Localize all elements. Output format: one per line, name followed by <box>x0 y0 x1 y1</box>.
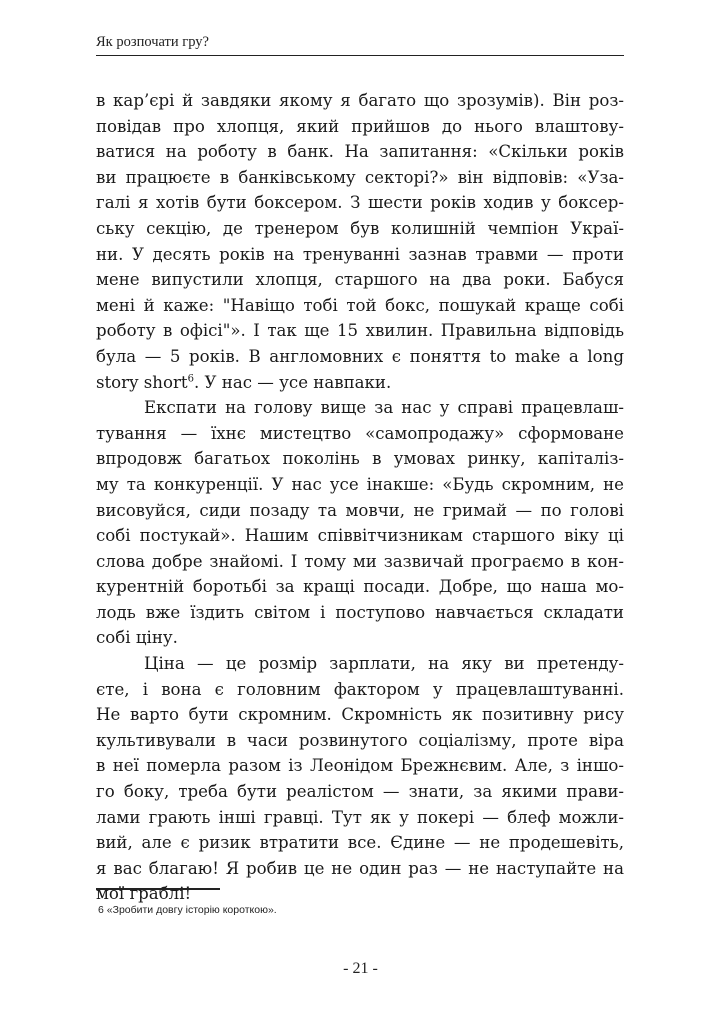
text-line: го боку, треба бути реалістом — знати, за якими прави- <box>96 782 624 802</box>
text-fragment: . У нас — усе навпаки. <box>193 372 392 392</box>
text-line: впродовж багатьох поколінь в умовах ринку, капіталіз- <box>96 449 624 469</box>
text-line: слова добре знайомі. І тому ми зазвичай програємо в кон- <box>96 551 624 571</box>
footnote-marker: 6 <box>187 373 194 384</box>
text-line: Ціна — це розмір зарплати, на яку ви претенду- <box>144 654 624 674</box>
text-line: тування — їхнє мистецтво «самопродажу» сформоване <box>96 423 624 443</box>
text-line: ни. У десять років на тренуванні зазнав травми — проти <box>96 244 624 264</box>
body-text <box>96 88 624 907</box>
text-line: культивували в часи розвинутого соціалізму, проте віра <box>96 730 624 750</box>
footnote-rule <box>96 888 220 890</box>
paragraph-3 <box>96 651 624 907</box>
footnote: 6 «Зробити довгу історію короткою». <box>98 904 277 916</box>
text-line: курентній боротьбі за кращі посади. Добре, що наша мо- <box>96 577 624 597</box>
text-line: галі я хотів бути боксером. З шести років ходив у боксер- <box>96 193 624 213</box>
text-line: ську секцію, де тренером був колишній чемпіон Украї- <box>96 218 624 238</box>
text-line: собі постукай». Нашим співвітчизникам старшого віку ці <box>96 526 624 546</box>
text-line: мої граблі! <box>96 884 192 904</box>
text-line: роботу в офісі"». І так ще 15 хвилин. Правильна відповідь <box>96 321 624 341</box>
text-line: мене випустили хлопця, старшого на два роки. Бабуся <box>96 270 624 290</box>
text-line: я вас благаю! Я робив це не один раз — не наступайте на <box>96 858 624 878</box>
text-line: ватися на роботу в банк. На запитання: «Скільки років <box>96 142 624 162</box>
text-line <box>96 370 624 396</box>
text-line: повідав про хлопця, який прийшов до нього влаштову- <box>96 116 624 136</box>
page-number: - 21 - <box>343 960 378 977</box>
text-line: собі ціну. <box>96 628 178 648</box>
paragraph-2 <box>96 395 624 651</box>
text-line: єте, і вона є головним фактором у працевлаштуванні. <box>96 679 624 699</box>
text-fragment: story short <box>96 372 188 392</box>
running-header: Як розпочати гру? <box>96 34 209 50</box>
text-line: була — 5 років. В англомовних є поняття to make a long <box>96 346 624 366</box>
paragraph-1 <box>96 88 624 395</box>
text-line: мені й каже: "Навіщо тобі той бокс, пошукай краще собі <box>96 295 624 315</box>
text-line: ви працюєте в банківському секторі?» він відповів: «Уза- <box>96 167 624 187</box>
text-line: лодь вже їздить світом і поступово навчається складати <box>96 602 624 622</box>
text-line: в кар’єрі й завдяки якому я багато що зрозумів). Він роз- <box>96 91 624 110</box>
text-line: вий, але є ризик втратити все. Єдине — не продешевіть, <box>96 833 624 853</box>
header-rule <box>96 55 624 56</box>
text-line: в неї померла разом із Леонідом Брежнєвим. Але, з іншо- <box>96 756 624 776</box>
text-line: лами грають інші гравці. Тут як у покері — блеф можли- <box>96 807 624 827</box>
text-line: Не варто бути скромним. Скромність як позитивну рису <box>96 705 624 725</box>
text-line: висовуйся, сиди позаду та мовчи, не гримай — по голові <box>96 500 624 520</box>
text-line: Експати на голову вище за нас у справі працевлаш- <box>144 398 624 418</box>
text-line: му та конкуренції. У нас усе інакше: «Будь скромним, не <box>96 474 624 494</box>
